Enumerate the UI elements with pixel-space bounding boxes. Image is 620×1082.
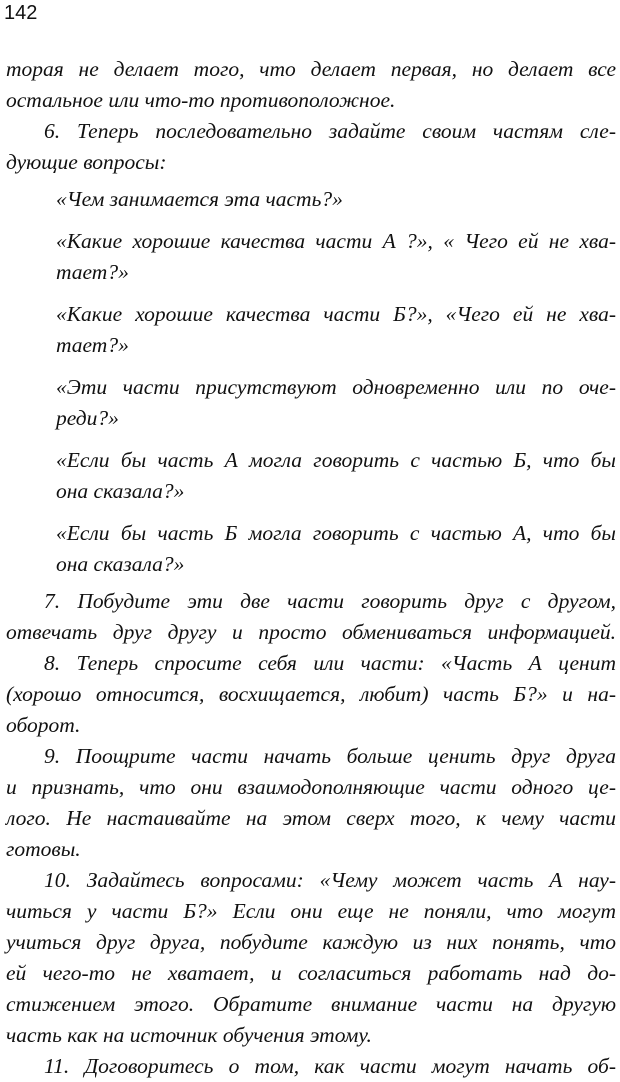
body-text [6, 54, 616, 1082]
text-line: (хорошо относится, восхищается, любит) часть Б?» и на- [6, 682, 616, 706]
text-line: отвечать друг другу и просто обмениваться информацией. [6, 620, 616, 644]
question-3: «Какие хорошие качества части Б?», «Чего ей не хва- [56, 302, 616, 326]
paragraph-6-start: 6. Теперь последовательно задайте своим частям сле- [44, 119, 616, 143]
question-4: «Эти части присутствуют одновременно или по оче- [56, 375, 616, 399]
text-line: оборот. [6, 713, 81, 737]
text-line: читься у части Б?» Если они еще не поняли, что могут [6, 899, 616, 923]
question-5: «Если бы часть А могла говорить с частью Б, что бы [56, 448, 616, 472]
text-line: остальное или что-то противоположное. [6, 88, 396, 112]
text-line: готовы. [6, 837, 81, 861]
question-1: «Чем занимается эта часть?» [56, 187, 343, 211]
paragraph-11-start: 11. Договоритесь о том, как части могут начать об- [44, 1054, 616, 1078]
text-line: ей чего-то не хватает, и согласиться работать над до- [6, 961, 616, 985]
text-line: тает?» [56, 333, 129, 357]
text-line: лого. Не настаивайте на этом сверх того, к чему части [6, 806, 616, 830]
text-line: часть как на источник обучения этому. [6, 1023, 372, 1047]
text-line: и признать, что они взаимодополняющие части одного це- [6, 775, 616, 799]
question-6: «Если бы часть Б могла говорить с частью А, что бы [56, 521, 616, 545]
text-line: стижением этого. Обратите внимание части на другую [6, 992, 616, 1016]
paragraph-8-start: 8. Теперь спросите себя или части: «Часть А ценит [44, 651, 616, 675]
paragraph-7-start: 7. Побудите эти две части говорить друг с другом, [44, 589, 616, 613]
text-line: она сказала?» [56, 479, 185, 503]
text-line: торая не делает того, что делает первая, но делает все [6, 57, 616, 81]
paragraph-10-start: 10. Задайтесь вопросами: «Чему может часть А нау- [44, 868, 616, 892]
text-line: тает?» [56, 260, 129, 284]
page-number: 142 [4, 2, 38, 24]
paragraph-9-start: 9. Поощрите части начать больше ценить друг друга [44, 744, 616, 768]
text-line: учиться друг друга, побудите каждую из них понять, что [6, 930, 616, 954]
text-line: реди?» [56, 406, 119, 430]
text-line: дующие вопросы: [6, 150, 167, 174]
question-2: «Какие хорошие качества части А ?», « Чего ей не хва- [56, 229, 616, 253]
text-line: она сказала?» [56, 552, 185, 576]
